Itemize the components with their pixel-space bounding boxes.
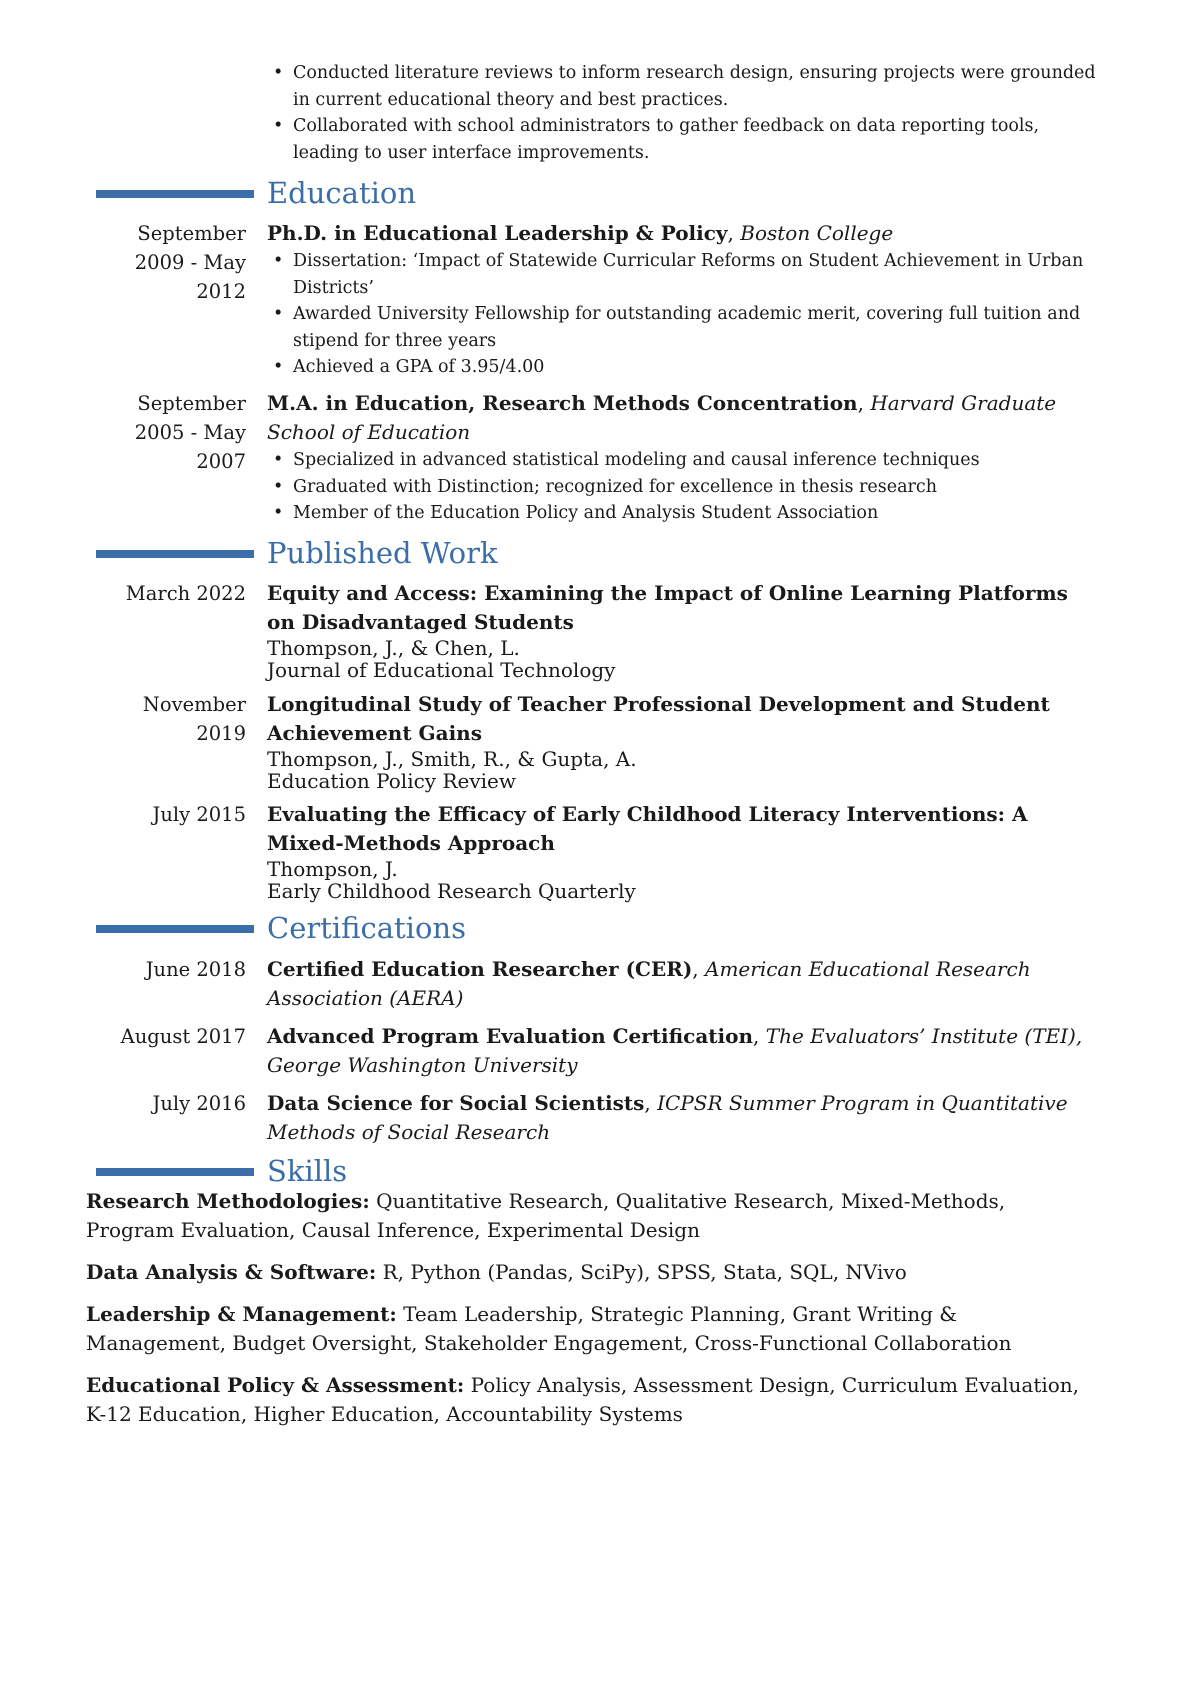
list-item: • Conducted literature reviews to inform research design, ensuring projects were grounded in current educational theory and best practices. <box>267 60 1097 113</box>
publication-title: Longitudinal Study of Teacher Professional Development and Student Achievement Gains <box>267 692 1050 745</box>
publication-authors: Thompson, J., Smith, R., & Gupta, A. <box>267 747 637 771</box>
skill-row <box>86 1371 1096 1429</box>
list-item: • Dissertation: ‘Impact of Statewide Curricular Reforms on Student Achievement in Urban Districts’ <box>267 248 1097 301</box>
skill-value: Team Leadership, Strategic Planning, Grant Writing & Management, Budget Oversight, Stakeholder Engagement, Cross-Functional Collaboration <box>86 1302 1012 1355</box>
publication-journal: Education Policy Review <box>267 769 517 793</box>
certification-name: Certified Education Researcher (CER) <box>267 957 693 981</box>
publication-entry <box>267 800 1097 902</box>
certification-issuer: ICPSR Summer Program in Quantitative Methods of Social Research <box>267 1091 1068 1144</box>
skill-row <box>86 1187 1096 1245</box>
entry-date: July 2015 <box>152 803 246 826</box>
section-title-certifications: Certifications <box>267 911 466 945</box>
degree-name: Ph.D. in Educational Leadership & Policy <box>267 221 728 245</box>
entry-date: September 2005 - May 2007 <box>134 392 246 473</box>
publication-authors: Thompson, J., & Chen, L. <box>267 636 520 660</box>
certification-issuer: American Educational Research Association (AERA) <box>267 957 1031 1010</box>
publication-entry <box>267 690 1097 792</box>
skill-row <box>86 1258 1096 1287</box>
skill-value: Policy Analysis, Assessment Design, Curriculum Evaluation, K-12 Education, Higher Education, Accountability Systems <box>86 1373 1080 1426</box>
publication-journal: Early Childhood Research Quarterly <box>267 879 636 903</box>
certification-issuer: The Evaluators’ Institute (TEI), George Washington University <box>267 1024 1083 1077</box>
entry-date: March 2022 <box>125 582 246 605</box>
school-name: Harvard Graduate School of Education <box>267 391 1057 444</box>
list-item: • Collaborated with school administrators to gather feedback on data reporting tools, leading to user interface improvements. <box>267 113 1097 166</box>
certification-name: Advanced Program Evaluation Certification <box>267 1024 754 1048</box>
section-title-published-work: Published Work <box>267 536 498 570</box>
education-entry: M.A. in Education, Research Methods Concentration, Harvard Graduate School of Education • Specialized in advanced statistical modeling and causal inference techniques • Graduated with Distinction; recognized for excellence in thesis research • Member of the Education Policy and Analysis Student Association <box>267 389 1097 527</box>
section-title-education: Education <box>267 176 417 210</box>
list-item: • Member of the Education Policy and Analysis Student Association <box>267 500 1097 527</box>
section-bar <box>96 190 254 198</box>
skill-label: Research Methodologies: <box>86 1189 370 1213</box>
education-entry: Ph.D. in Educational Leadership & Policy, Boston College • Dissertation: ‘Impact of Statewide Curricular Reforms on Student Achievement in Urban Districts’ • Awarded University Fellowship for outstanding academic merit, covering full tuition and stipend for three years • Achieved a GPA of 3.95/4.00 <box>267 219 1097 381</box>
publication-journal: Journal of Educational Technology <box>267 658 616 682</box>
skill-label: Educational Policy & Assessment: <box>86 1373 465 1397</box>
list-item: • Achieved a GPA of 3.95/4.00 <box>267 354 1097 381</box>
certification-entry: Certified Education Researcher (CER), American Educational Research Association (AERA) <box>267 957 1031 1010</box>
skill-value: Quantitative Research, Qualitative Research, Mixed-Methods, Program Evaluation, Causal Inference, Experimental Design <box>86 1189 1006 1242</box>
school-name: Boston College <box>740 221 894 245</box>
publication-title: Equity and Access: Examining the Impact of Online Learning Platforms on Disadvantaged Students <box>267 581 1068 634</box>
publication-entry <box>267 579 1097 681</box>
skill-label: Leadership & Management: <box>86 1302 397 1326</box>
section-bar <box>96 925 254 933</box>
skill-label: Data Analysis & Software: <box>86 1260 377 1284</box>
section-title-skills: Skills <box>267 1154 348 1188</box>
publication-title: Evaluating the Efficacy of Early Childhood Literacy Interventions: A Mixed-Methods Approach <box>267 802 1028 855</box>
certification-entry: Advanced Program Evaluation Certification, The Evaluators’ Institute (TEI), George Washington University <box>267 1024 1083 1077</box>
certification-entry: Data Science for Social Scientists, ICPSR Summer Program in Quantitative Methods of Social Research <box>267 1091 1068 1144</box>
entry-date: June 2018 <box>145 958 246 981</box>
publication-authors: Thompson, J. <box>267 857 398 881</box>
entry-date: August 2017 <box>120 1025 246 1048</box>
entry-date: November 2019 <box>142 693 246 745</box>
section-bar <box>96 550 254 558</box>
degree-name: M.A. in Education, Research Methods Concentration <box>267 391 858 415</box>
list-item: • Graduated with Distinction; recognized for excellence in thesis research <box>267 474 1097 501</box>
list-item: • Specialized in advanced statistical modeling and causal inference techniques <box>267 447 1097 474</box>
skill-row <box>86 1300 1096 1358</box>
experience-continued <box>267 60 1097 166</box>
entry-date: September 2009 - May 2012 <box>134 222 246 303</box>
skill-value: R, Python (Pandas, SciPy), SPSS, Stata, SQL, NVivo <box>382 1260 907 1284</box>
section-bar <box>96 1168 254 1176</box>
certification-name: Data Science for Social Scientists <box>267 1091 645 1115</box>
list-item: • Awarded University Fellowship for outstanding academic merit, covering full tuition and stipend for three years <box>267 301 1097 354</box>
entry-date: July 2016 <box>152 1092 246 1115</box>
